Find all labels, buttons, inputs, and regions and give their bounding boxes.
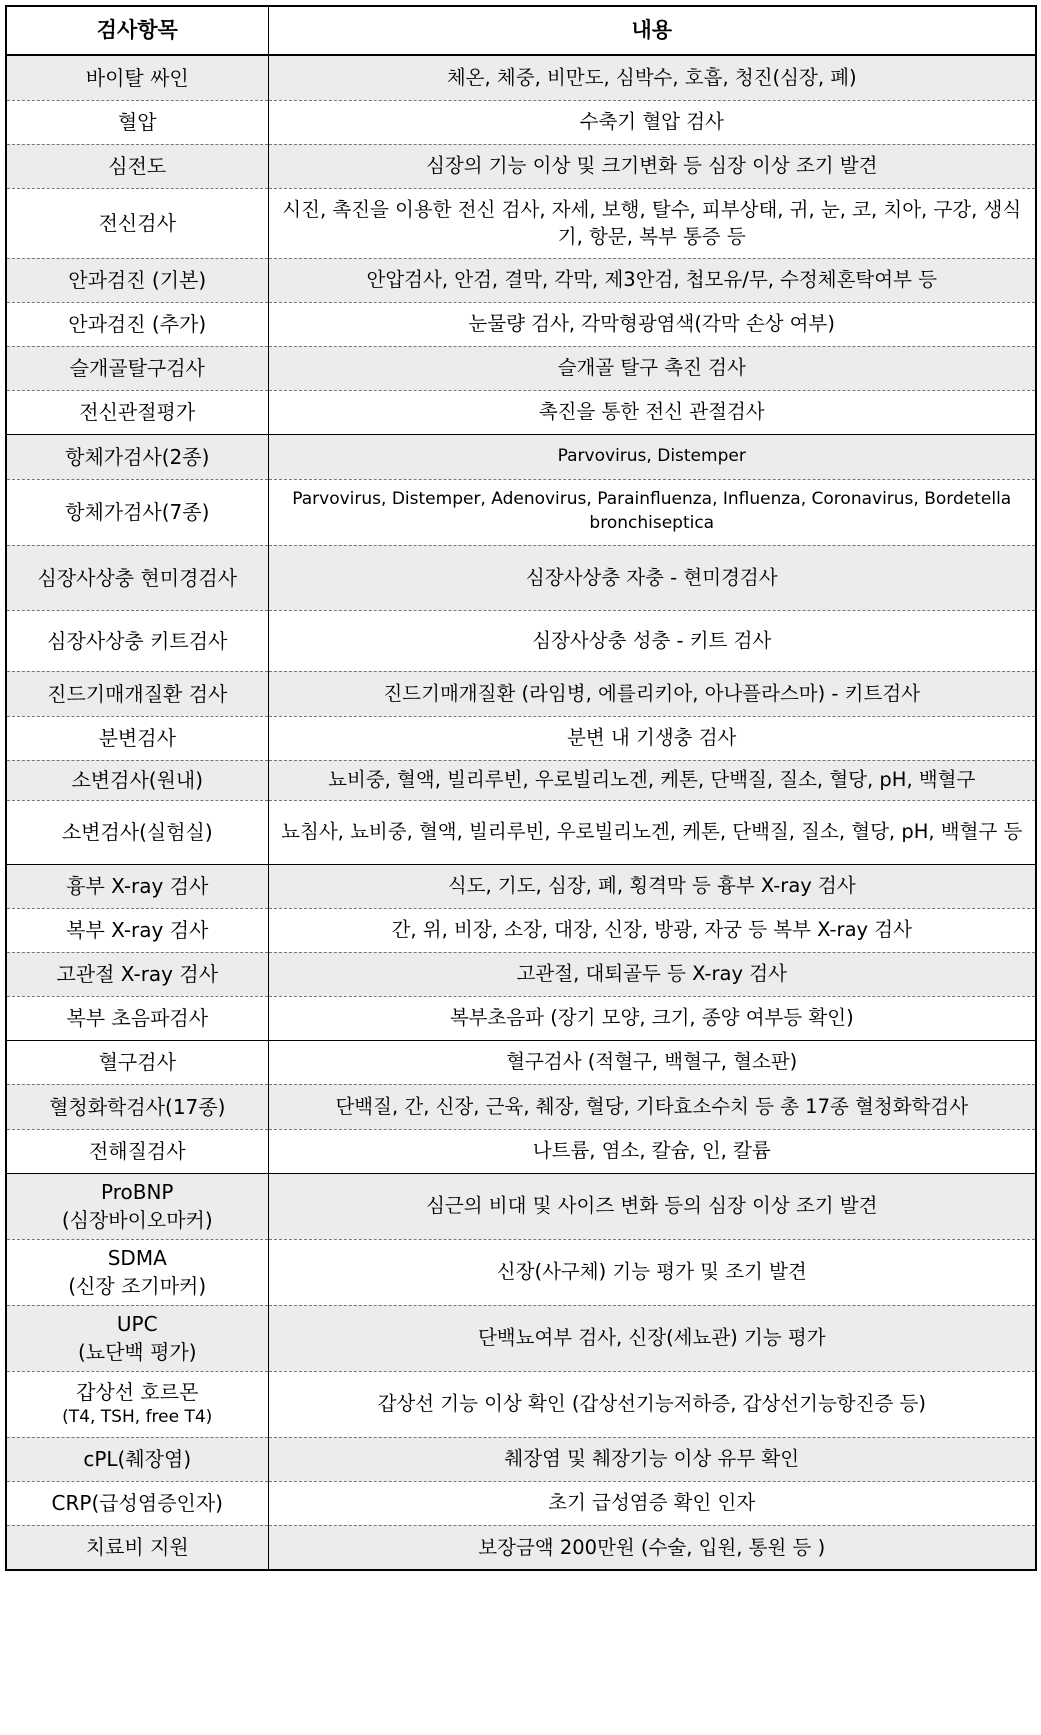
table-row (6, 908, 1036, 952)
exam-content-cell: 뇨비중, 혈액, 빌리루빈, 우로빌리노겐, 케톤, 단백질, 질소, 혈당, pH, 백혈구 (268, 760, 1036, 800)
table-row (6, 671, 1036, 716)
exam-item-name: UPC (116, 1312, 158, 1336)
table-row (6, 434, 1036, 479)
exam-item-cell: 소변검사(실험실) (6, 800, 268, 864)
table-row (6, 390, 1036, 434)
table-row (6, 610, 1036, 671)
exam-content-cell: 심장의 기능 이상 및 크기변화 등 심장 이상 조기 발견 (268, 144, 1036, 188)
table-row (6, 1173, 1036, 1239)
table-row (6, 1305, 1036, 1371)
exam-item-cell: 치료비 지원 (6, 1525, 268, 1570)
table-row (6, 1129, 1036, 1173)
table-row (6, 188, 1036, 258)
exam-item-cell: 고관절 X-ray 검사 (6, 952, 268, 996)
exam-item-cell: 혈구검사 (6, 1040, 268, 1084)
exam-item-cell: 혈청화학검사(17종) (6, 1084, 268, 1129)
exam-item-cell: 안과검진 (기본) (6, 258, 268, 302)
exam-content-cell: 안압검사, 안검, 결막, 각막, 제3안검, 첩모유/무, 수정체혼탁여부 등 (268, 258, 1036, 302)
exam-content-cell: 보장금액 200만원 (수술, 입원, 통원 등 ) (268, 1525, 1036, 1570)
exam-table-container (5, 5, 1035, 1571)
table-row (6, 545, 1036, 610)
exam-content-cell: 단백뇨여부 검사, 신장(세뇨관) 기능 평가 (268, 1305, 1036, 1371)
exam-content-cell: 수축기 혈압 검사 (268, 100, 1036, 144)
exam-content-cell: 복부초음파 (장기 모양, 크기, 종양 여부등 확인) (268, 996, 1036, 1040)
exam-item-subtitle: (신장 조기마커) (68, 1274, 207, 1298)
table-row (6, 1040, 1036, 1084)
exam-item-cell: 항체가검사(2종) (6, 434, 268, 479)
exam-item-cell: 안과검진 (추가) (6, 302, 268, 346)
exam-item-cell (6, 1371, 268, 1437)
exam-content-cell: 췌장염 및 췌장기능 이상 유무 확인 (268, 1437, 1036, 1481)
exam-item-subtitle: (T4, TSH, free T4) (62, 1407, 213, 1428)
table-row (6, 800, 1036, 864)
exam-content-cell: 심장사상충 성충 - 키트 검사 (268, 610, 1036, 671)
exam-content-cell: Parvovirus, Distemper (268, 434, 1036, 479)
exam-item-cell: 슬개골탈구검사 (6, 346, 268, 390)
table-row (6, 144, 1036, 188)
exam-item-cell: 심장사상충 키트검사 (6, 610, 268, 671)
exam-content-cell: 체온, 체중, 비만도, 심박수, 호흡, 청진(심장, 폐) (268, 55, 1036, 100)
table-row (6, 302, 1036, 346)
exam-item-cell: 전신검사 (6, 188, 268, 258)
exam-item-cell: 진드기매개질환 검사 (6, 671, 268, 716)
exam-content-cell: 나트륨, 염소, 칼슘, 인, 칼륨 (268, 1129, 1036, 1173)
exam-item-subtitle: (심장바이오마커) (61, 1208, 213, 1232)
exam-item-cell (6, 1305, 268, 1371)
table-row (6, 1481, 1036, 1525)
exam-item-cell: 복부 초음파검사 (6, 996, 268, 1040)
table-row (6, 760, 1036, 800)
exam-item-cell: 혈압 (6, 100, 268, 144)
exam-item-cell: 심장사상충 현미경검사 (6, 545, 268, 610)
exam-content-cell: 진드기매개질환 (라임병, 에를리키아, 아나플라스마) - 키트검사 (268, 671, 1036, 716)
exam-content-cell: 신장(사구체) 기능 평가 및 조기 발견 (268, 1239, 1036, 1305)
table-row (6, 346, 1036, 390)
exam-item-name: 갑상선 호르몬 (76, 1380, 199, 1405)
exam-items-table (5, 5, 1037, 1571)
header-content: 내용 (268, 6, 1036, 55)
exam-content-cell: 혈구검사 (적혈구, 백혈구, 혈소판) (268, 1040, 1036, 1084)
exam-item-cell: 복부 X-ray 검사 (6, 908, 268, 952)
exam-content-cell: 시진, 촉진을 이용한 전신 검사, 자세, 보행, 탈수, 피부상태, 귀, 눈, 코, 치아, 구강, 생식기, 항문, 복부 통증 등 (268, 188, 1036, 258)
table-row (6, 1371, 1036, 1437)
exam-content-cell: 눈물량 검사, 각막형광염색(각막 손상 여부) (268, 302, 1036, 346)
exam-content-cell: 갑상선 기능 이상 확인 (갑상선기능저하증, 갑상선기능항진증 등) (268, 1371, 1036, 1437)
exam-content-cell: 뇨침사, 뇨비중, 혈액, 빌리루빈, 우로빌리노겐, 케톤, 단백질, 질소, 혈당, pH, 백혈구 등 (268, 800, 1036, 864)
table-row (6, 479, 1036, 545)
exam-item-cell: 소변검사(원내) (6, 760, 268, 800)
table-row (6, 716, 1036, 760)
exam-content-cell: 슬개골 탈구 촉진 검사 (268, 346, 1036, 390)
exam-item-cell: 항체가검사(7종) (6, 479, 268, 545)
table-row (6, 1084, 1036, 1129)
table-header-row (6, 6, 1036, 55)
exam-item-cell: 전해질검사 (6, 1129, 268, 1173)
table-row (6, 55, 1036, 100)
exam-item-cell: 바이탈 싸인 (6, 55, 268, 100)
exam-content-cell: 고관절, 대퇴골두 등 X-ray 검사 (268, 952, 1036, 996)
exam-content-cell: 심근의 비대 및 사이즈 변화 등의 심장 이상 조기 발견 (268, 1173, 1036, 1239)
exam-content-cell: 단백질, 간, 신장, 근육, 췌장, 혈당, 기타효소수치 등 총 17종 혈청화학검사 (268, 1084, 1036, 1129)
exam-content-cell: Parvovirus, Distemper, Adenovirus, Parainfluenza, Influenza, Coronavirus, Bordetella bronchiseptica (268, 479, 1036, 545)
table-row (6, 996, 1036, 1040)
exam-content-cell: 초기 급성염증 확인 인자 (268, 1481, 1036, 1525)
exam-item-cell (6, 1173, 268, 1239)
exam-item-name: SDMA (107, 1246, 167, 1270)
exam-item-cell: CRP(급성염증인자) (6, 1481, 268, 1525)
exam-item-cell: 흉부 X-ray 검사 (6, 864, 268, 908)
exam-item-cell: 심전도 (6, 144, 268, 188)
exam-content-cell: 식도, 기도, 심장, 폐, 횡격막 등 흉부 X-ray 검사 (268, 864, 1036, 908)
exam-content-cell: 간, 위, 비장, 소장, 대장, 신장, 방광, 자궁 등 복부 X-ray 검사 (268, 908, 1036, 952)
exam-item-cell (6, 1239, 268, 1305)
exam-content-cell: 분변 내 기생충 검사 (268, 716, 1036, 760)
exam-item-cell: cPL(췌장염) (6, 1437, 268, 1481)
exam-content-cell: 심장사상충 자충 - 현미경검사 (268, 545, 1036, 610)
exam-item-subtitle: (뇨단백 평가) (77, 1340, 197, 1364)
table-row (6, 258, 1036, 302)
exam-item-name: ProBNP (101, 1180, 174, 1204)
table-row (6, 100, 1036, 144)
table-row (6, 1525, 1036, 1570)
exam-content-cell: 촉진을 통한 전신 관절검사 (268, 390, 1036, 434)
table-row (6, 1437, 1036, 1481)
table-row (6, 1239, 1036, 1305)
exam-item-cell: 분변검사 (6, 716, 268, 760)
table-row (6, 952, 1036, 996)
table-row (6, 864, 1036, 908)
exam-item-cell: 전신관절평가 (6, 390, 268, 434)
header-exam-item: 검사항목 (6, 6, 268, 55)
